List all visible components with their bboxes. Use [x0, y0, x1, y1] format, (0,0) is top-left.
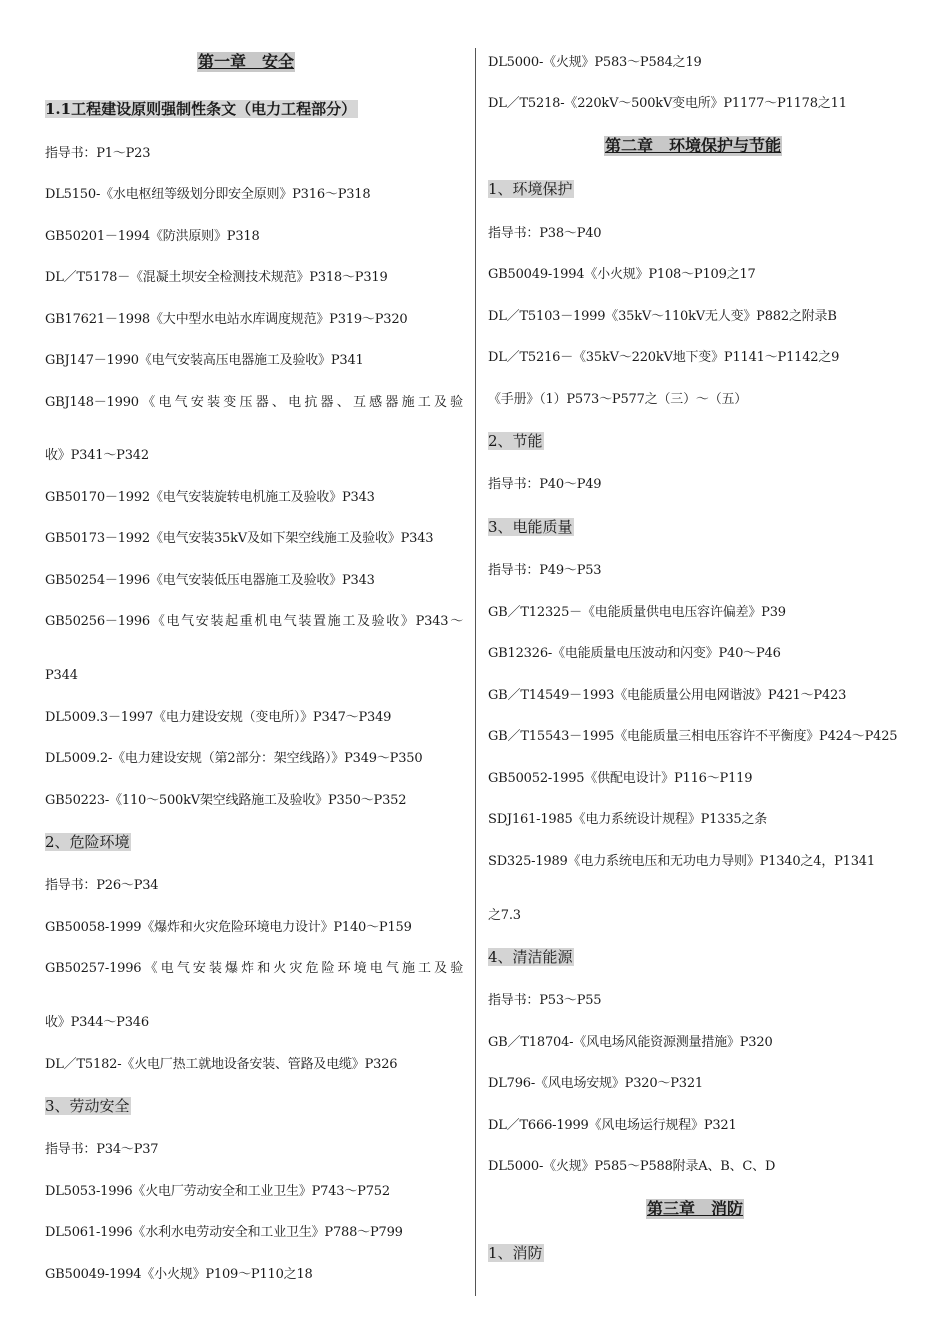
chapter-1-title: 第一章 安全 — [198, 52, 295, 71]
guide-line: 指导书：P38～P40 — [488, 226, 602, 241]
chapter-3-title: 第三章 消防 — [647, 1199, 744, 1218]
standard-item: GB50223-《110～500kV架空线路施工及验收》P350～P352 — [45, 793, 407, 808]
standard-item: DL5000-《火规》P585～P588附录A、B、C、D — [488, 1159, 776, 1174]
standard-item: SDJ161-1985《电力系统设计规程》P1335之条 — [488, 812, 768, 827]
standard-item: GB50173－1992《电气安装35kV及如下架空线施工及验收》P343 — [45, 531, 434, 546]
guide-line: 指导书：P53～P55 — [488, 993, 602, 1008]
section-1-heading: 1、环境保护 — [488, 180, 573, 198]
section-2-heading: 2、节能 — [488, 432, 543, 450]
chapter-2-title: 第二章 环境保护与节能 — [605, 136, 782, 155]
standard-item: GB50201－1994《防洪原则》P318 — [45, 229, 260, 244]
section-3-heading: 3、电能质量 — [488, 518, 573, 536]
standard-item: GB／T15543－1995《电能质量三相电压容许不平衡度》P424～P425 — [488, 729, 898, 744]
section-4-heading: 4、清洁能源 — [488, 948, 573, 966]
standard-item: DL5150-《水电枢纽等级划分即安全原则》P316～P318 — [45, 187, 371, 202]
standard-item: GBJ148－1990《电气安装变压器、电抗器、互感器施工及验 — [45, 395, 463, 410]
standard-item: GBJ147－1990《电气安装高压电器施工及验收》P341 — [45, 353, 364, 368]
standard-item-continuation: P344 — [45, 668, 78, 683]
standard-item-continuation: 之7.3 — [488, 908, 521, 923]
column-divider — [475, 48, 476, 1296]
section-2-heading: 2、危险环境 — [45, 833, 130, 851]
standard-item: GB／T18704-《风电场风能资源测量措施》P320 — [488, 1035, 773, 1050]
standard-item: DL／T5182-《火电厂热工就地设备安装、管路及电缆》P326 — [45, 1057, 398, 1072]
section-3-heading: 3、劳动安全 — [45, 1097, 130, 1115]
section-1-1-heading: 1.1工程建设原则强制性条文（电力工程部分） — [45, 100, 357, 118]
standard-item: GB50257-1996《电气安装爆炸和火灾危险环境电气施工及验 — [45, 961, 463, 976]
fire-section-heading: 1、消防 — [488, 1244, 543, 1262]
standard-item: GB17621－1998《大中型水电站水库调度规范》P319～P320 — [45, 312, 408, 327]
standard-item: DL796-《风电场安规》P320～P321 — [488, 1076, 703, 1091]
standard-item-continuation: 收》P341～P342 — [45, 448, 149, 463]
standard-item: GB／T12325－《电能质量供电电压容许偏差》P39 — [488, 605, 786, 620]
left-column — [45, 0, 465, 1344]
standard-item: GB50170－1992《电气安装旋转电机施工及验收》P343 — [45, 490, 375, 505]
standard-item: DL／T5216－《35kV～220kV地下变》P1141～P1142之9 — [488, 350, 840, 365]
guide-line: 指导书：P34～P37 — [45, 1142, 159, 1157]
standard-item: SD325-1989《电力系统电压和无功电力导则》P1340之4，P1341 — [488, 854, 875, 869]
standard-item: DL5009.3－1997《电力建设安规（变电所）》P347～P349 — [45, 710, 392, 725]
standard-item: DL／T5218-《220kV～500kV变电所》P1177～P1178之11 — [488, 96, 847, 111]
standard-item: DL／T5103－1999《35kV～110kV无人变》P882之附录B — [488, 309, 837, 324]
standard-item: 《手册》（1）P573～P577之（三）～（五） — [488, 392, 748, 407]
standard-item: DL5061-1996《水利水电劳动安全和工业卫生》P788～P799 — [45, 1225, 403, 1240]
guide-line: 指导书：P40～P49 — [488, 477, 602, 492]
guide-line: 指导书：P49～P53 — [488, 563, 602, 578]
right-column — [488, 0, 913, 1344]
standard-item: DL5009.2-《电力建设安规（第2部分：架空线路）》P349～P350 — [45, 751, 423, 766]
standard-item: GB50049-1994《小火规》P109～P110之18 — [45, 1267, 313, 1282]
standard-item: GB／T14549－1993《电能质量公用电网谐波》P421～P423 — [488, 688, 847, 703]
standard-item: GB50058-1999《爆炸和火灾危险环境电力设计》P140～P159 — [45, 920, 412, 935]
standard-item: DL／T5178－《混凝土坝安全检测技术规范》P318～P319 — [45, 270, 388, 285]
guide-line: 指导书：P1～P23 — [45, 146, 151, 161]
standard-item: DL5000-《火规》P583～P584之19 — [488, 55, 702, 70]
standard-item: GB50052-1995《供配电设计》P116～P119 — [488, 771, 753, 786]
standard-item: GB12326-《电能质量电压波动和闪变》P40～P46 — [488, 646, 781, 661]
standard-item: GB50049-1994《小火规》P108～P109之17 — [488, 267, 756, 282]
standard-item: GB50256－1996《电气安装起重机电气装置施工及验收》P343～ — [45, 614, 463, 629]
standard-item-continuation: 收》P344～P346 — [45, 1015, 149, 1030]
standard-item: DL／T666-1999《风电场运行规程》P321 — [488, 1118, 737, 1133]
standard-item: DL5053-1996《火电厂劳动安全和工业卫生》P743～P752 — [45, 1184, 390, 1199]
guide-line: 指导书：P26～P34 — [45, 878, 159, 893]
standard-item: GB50254－1996《电气安装低压电器施工及验收》P343 — [45, 573, 375, 588]
